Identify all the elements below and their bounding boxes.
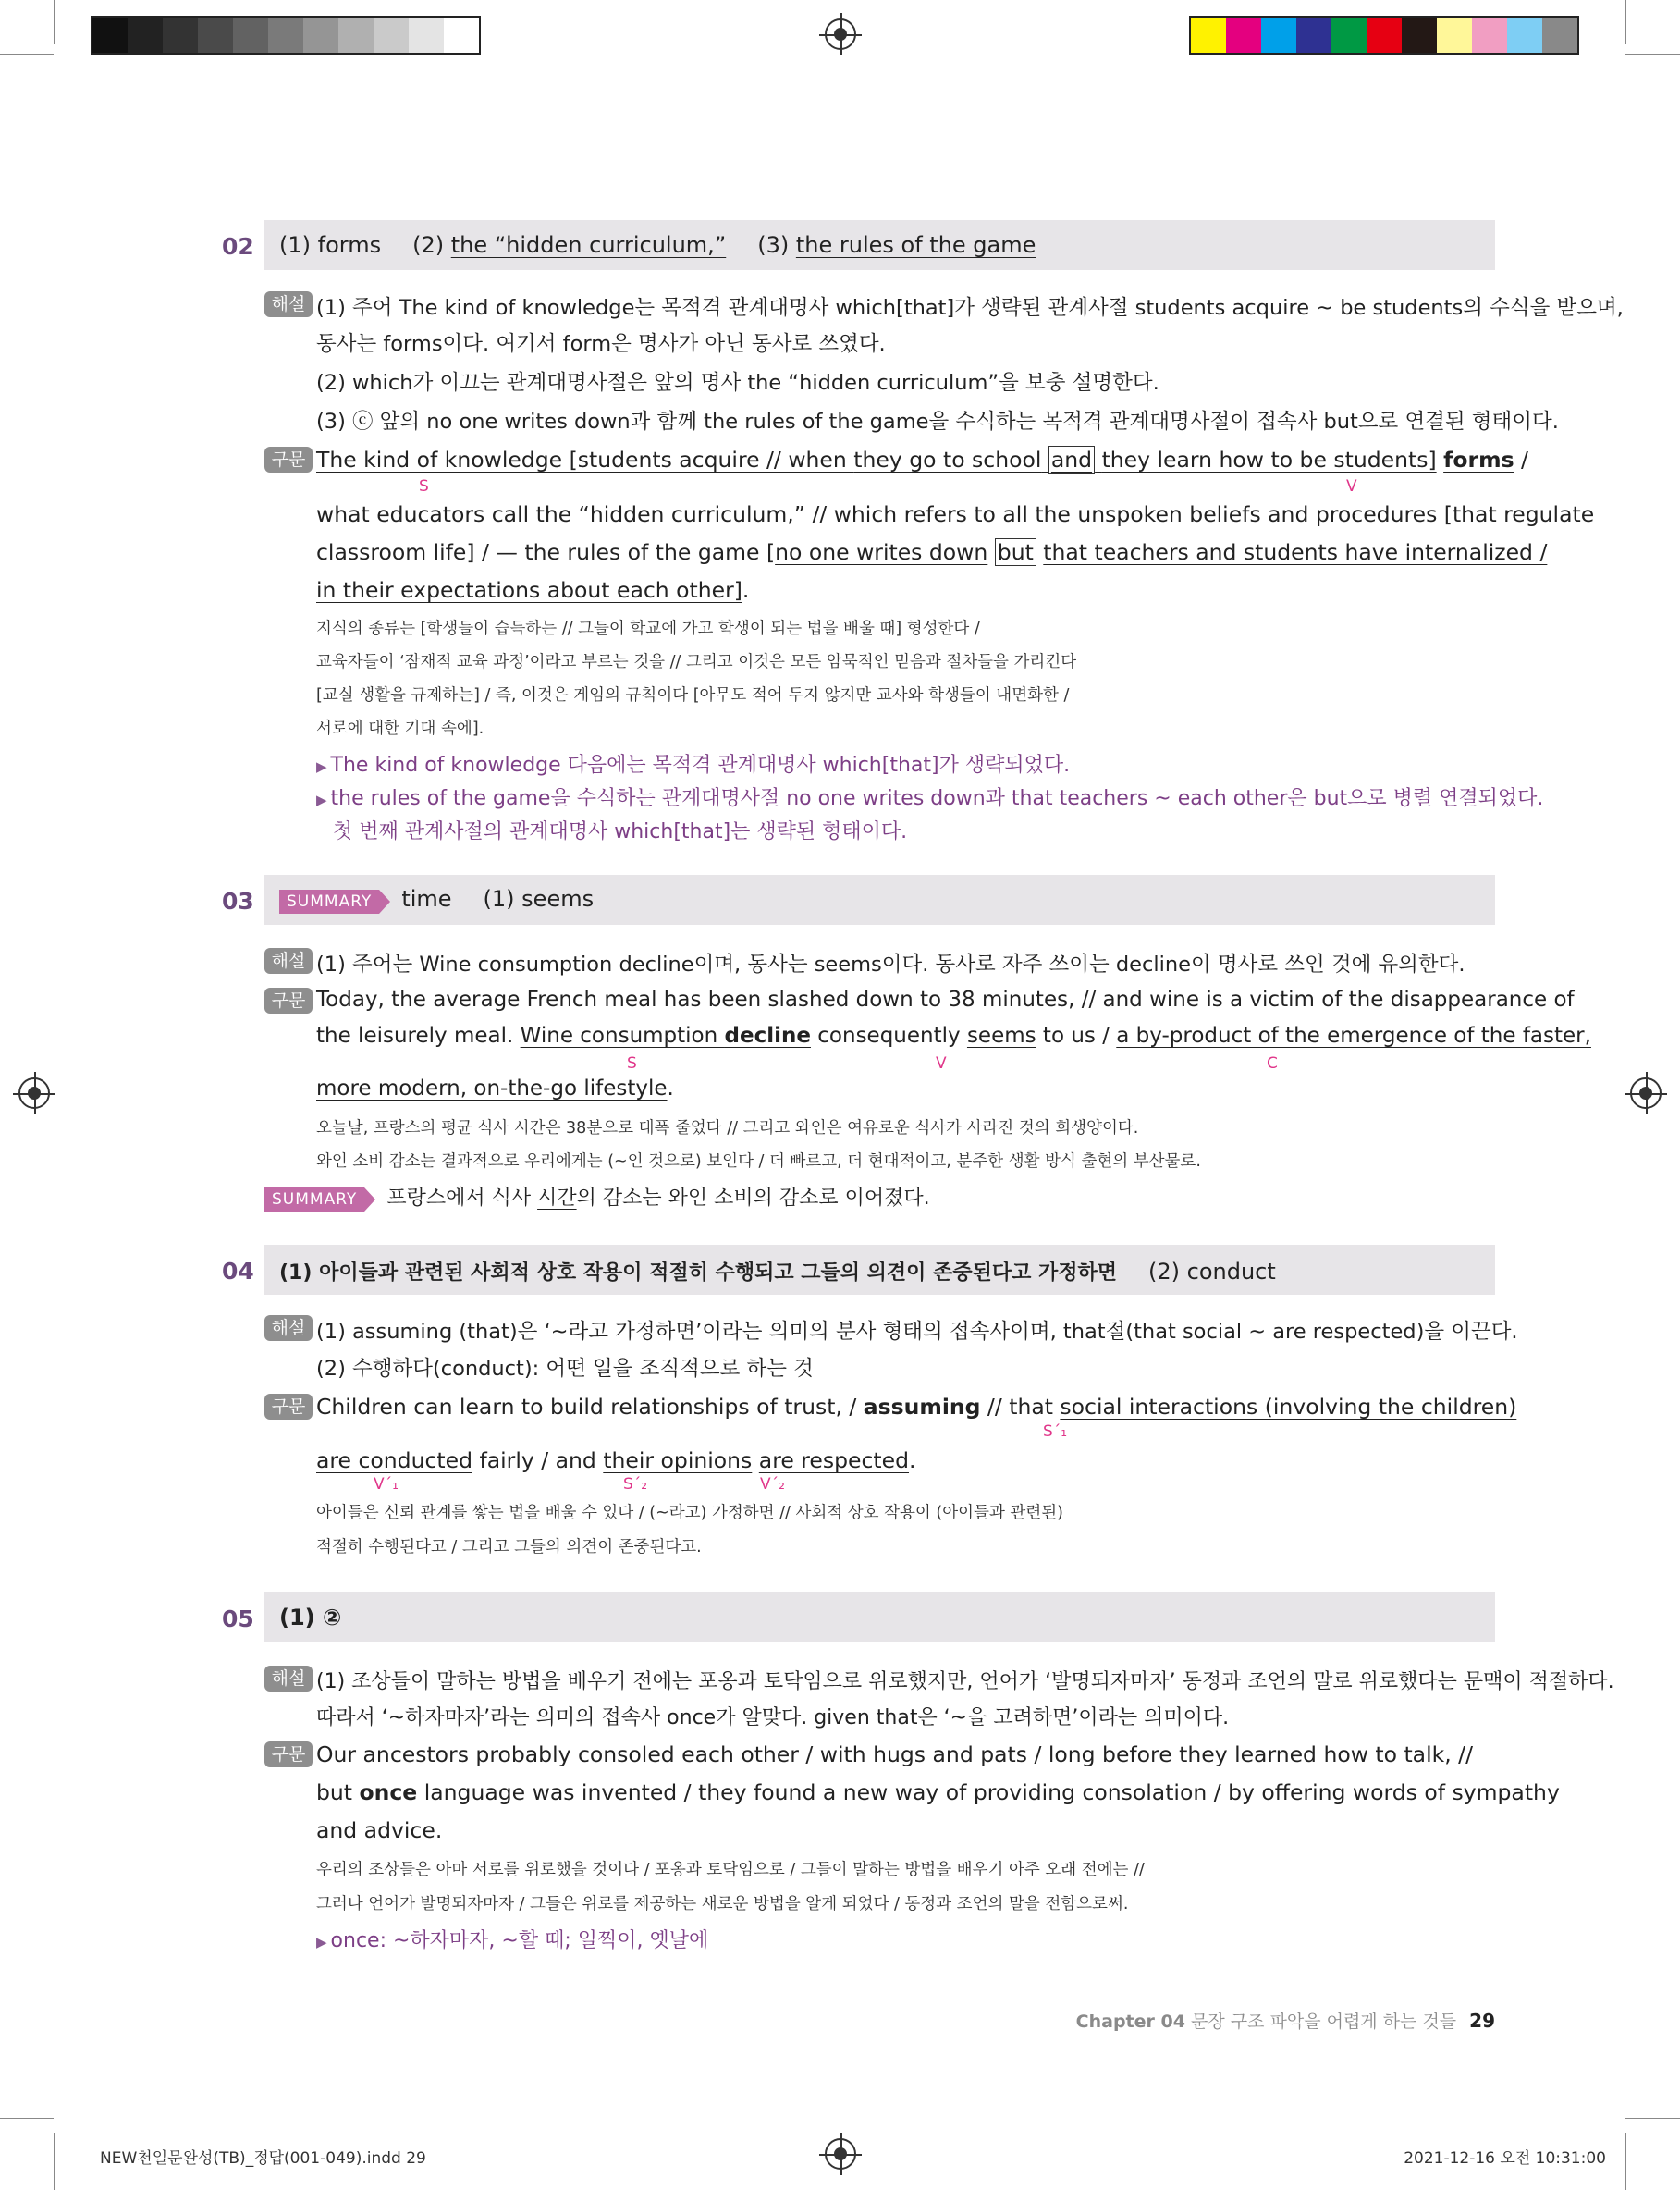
triangle-icon: ▶ [316, 1934, 327, 1950]
explanation-line: 따라서 ‘~하자마자’라는 의미의 접속사 once가 알맞다. given that은 ‘~을 고려하면’이라는 의미이다. [316, 1706, 1230, 1729]
gray-swatch [374, 18, 409, 53]
chapter-number: Chapter 04 [1075, 2012, 1185, 2032]
summary-row: SUMMARY 프랑스에서 식사 시간의 감소는 와인 소비의 감소로 이어졌다. [264, 1182, 930, 1212]
gray-swatch [444, 18, 479, 53]
chapter-footer [1076, 2008, 1495, 2033]
translation-line: 적절히 수행된다고 / 그리고 그들의 의견이 존중된다고. [316, 1538, 702, 1556]
process-color-bar [1189, 16, 1579, 55]
explanation-line: (1) 주어는 Wine consumption decline이며, 동사는 seems이다. 동사로 자주 쓰이는 decline이 명사로 쓰인 것에 유의한다. [316, 953, 1465, 977]
registration-mark-icon [1630, 1077, 1662, 1109]
answer-1: (1) ② [279, 1605, 342, 1630]
registration-mark-icon [825, 2138, 856, 2170]
explanation-tag: 해설 [264, 291, 313, 317]
answer-2: the “hidden curriculum,” [450, 232, 727, 258]
answer-2: (2) conduct [1148, 1259, 1276, 1285]
verb-label: V [936, 1054, 947, 1073]
gray-swatch [409, 18, 444, 53]
crop-mark [54, 0, 55, 44]
answer-3: the rules of the game [795, 232, 1036, 258]
subject-label: S´₂ [623, 1475, 648, 1494]
structure-line: Our ancestors probably consoled each other / with hugs and pats / long before they learned how to talk, // [316, 1741, 1473, 1767]
answer-text [279, 886, 594, 914]
structure-tag: 구문 [264, 447, 313, 473]
grammar-note: ▶ once: ~하자마자, ~할 때; 일찍이, 옛날에 [316, 1929, 709, 1952]
color-swatch [1296, 18, 1331, 53]
answer-2-prefix: (2) [412, 232, 451, 258]
crop-mark [1625, 0, 1626, 44]
crop-mark [0, 54, 54, 55]
answer-text [279, 232, 1036, 258]
color-swatch [1437, 18, 1472, 53]
crop-mark [1625, 54, 1680, 55]
triangle-icon: ▶ [316, 758, 327, 775]
structure-line: but once language was invented / they found a new way of providing consolation / by offering words of sympathy [316, 1779, 1560, 1805]
explanation-line: (2) 수행하다(conduct): 어떤 일을 조직적으로 하는 것 [316, 1357, 814, 1381]
translation-line: 오늘날, 프랑스의 평균 식사 시간은 38분으로 대폭 줄었다 // 그리고 와인은 여유로운 식사가 사라진 것의 희생양이다. [316, 1119, 1139, 1138]
translation-line: 지식의 종류는 [학생들이 습득하는 // 그들이 학교에 가고 학생이 되는 법을 배울 때] 형성한다 / [316, 620, 980, 638]
gray-swatch [163, 18, 198, 53]
answer-1: (1) forms [279, 232, 382, 258]
explanation-line: (1) 조상들이 말하는 방법을 배우기 전에는 포옹과 토닥임으로 위로했지만, 언어가 ‘발명되자마자’ 동정과 조언의 말로 위로했다는 문맥이 적절하다. [316, 1670, 1614, 1693]
verb-label: V [1346, 477, 1357, 496]
structure-line: what educators call the “hidden curriculum,” // which refers to all the unspoken beliefs and procedures [that regulate [316, 501, 1595, 527]
grammar-note: ▶ The kind of knowledge 다음에는 목적격 관계대명사 which[that]가 생략되었다. [316, 754, 1071, 777]
answer-1: time [401, 886, 452, 912]
color-swatch [1367, 18, 1402, 53]
explanation-tag: 해설 [264, 1666, 313, 1692]
translation-line: 우리의 조상들은 아마 서로를 위로했을 것이다 / 포옹과 토닥임으로 / 그들이 말하는 방법을 배우기 아주 오래 전에는 // [316, 1861, 1145, 1879]
gray-swatch [268, 18, 303, 53]
answer-text [279, 1605, 341, 1630]
triangle-icon: ▶ [316, 792, 327, 808]
explanation-line: (1) assuming (that)은 ‘~라고 가정하면’이라는 의미의 분사 형태의 접속사이며, that절(that social ~ are respected)을 이끈다. [316, 1320, 1518, 1344]
grammar-note: ▶ the rules of the game을 수식하는 관계대명사절 no one writes down과 that teachers ~ each other은 but으로 병렬 연결되었다. [316, 787, 1544, 810]
color-swatch [1261, 18, 1296, 53]
explanation-tag: 해설 [264, 1315, 313, 1341]
subject-phrase: The kind of knowledge [students acquire // when they go to school and they learn how to be students] [316, 447, 1437, 473]
answer-text [279, 1257, 1276, 1286]
crop-mark [0, 2118, 54, 2119]
structure-line: the leisurely meal. Wine consumption decline consequently seems to us / a by-product of the emergence of the faster, [316, 1024, 1591, 1048]
color-swatch [1331, 18, 1367, 53]
answer-1: (1) 아이들과 관련된 사회적 상호 작용이 적절히 수행되고 그들의 의견이 존중된다고 가정하면 [279, 1261, 1117, 1285]
verb-label: V´₁ [374, 1475, 399, 1494]
gray-swatch [338, 18, 374, 53]
question-number: 03 [222, 888, 254, 915]
grayscale-color-bar [91, 16, 481, 55]
chapter-title: 문장 구조 파악을 어렵게 하는 것들 [1184, 2012, 1457, 2032]
translation-line: 서로에 대한 기대 속에]. [316, 720, 484, 738]
structure-tag: 구문 [264, 1394, 313, 1420]
answer-3-prefix: (3) [757, 232, 796, 258]
color-swatch [1226, 18, 1261, 53]
color-swatch [1402, 18, 1437, 53]
question-number: 04 [222, 1258, 254, 1285]
grammar-note: 첫 번째 관계사절의 관계대명사 which[that]는 생략된 형태이다. [333, 820, 908, 843]
verb-word: forms [1443, 447, 1514, 473]
question-number: 05 [222, 1606, 254, 1632]
structure-line: are conducted fairly / and their opinions are respected. [316, 1447, 916, 1473]
summary-tag: SUMMARY [279, 890, 379, 914]
color-swatch [1542, 18, 1577, 53]
structure-line: Today, the average French meal has been slashed down to 38 minutes, // and wine is a victim of the disappearance of [316, 988, 1575, 1012]
structure-line: in their expectations about each other]. [316, 577, 750, 603]
color-swatch [1507, 18, 1542, 53]
color-swatch [1472, 18, 1507, 53]
verb-label: V´₂ [760, 1475, 785, 1494]
structure-line: more modern, on-the-go lifestyle. [316, 1077, 674, 1101]
translation-line: [교실 생활을 규제하는] / 즉, 이것은 게임의 규칙이다 [아무도 적어 두지 않지만 교사와 학생들이 내면화한 / [316, 686, 1070, 705]
gray-swatch [92, 18, 128, 53]
answer-bar [264, 1592, 1495, 1642]
crop-mark [1625, 2133, 1626, 2190]
structure-line: classroom life] / — the rules of the game [no one writes down but that teachers and students have internalized / [316, 539, 1548, 565]
structure-line: and advice. [316, 1817, 443, 1843]
explanation-tag: 해설 [264, 948, 313, 974]
page-number: 29 [1469, 2010, 1495, 2032]
translation-line: 교육자들이 ‘잠재적 교육 과정’이라고 부르는 것을 // 그리고 이것은 모든 암묵적인 믿음과 절차들을 가리킨다 [316, 653, 1077, 671]
explanation-line: (2) which가 이끄는 관계대명사절은 앞의 명사 the “hidden curriculum”을 보충 설명한다. [316, 371, 1159, 395]
complement-label: C [1267, 1054, 1278, 1073]
gray-swatch [233, 18, 268, 53]
gray-swatch [198, 18, 233, 53]
subject-label: S´₁ [1043, 1422, 1068, 1441]
gray-swatch [303, 18, 338, 53]
translation-line: 와인 소비 감소는 결과적으로 우리에게는 (~인 것으로) 보인다 / 더 빠르고, 더 현대적이고, 분주한 생활 방식 출현의 부산물로. [316, 1152, 1201, 1171]
print-date: 2021-12-16 오전 10:31:00 [1404, 2149, 1606, 2168]
crop-mark [1625, 2118, 1680, 2119]
explanation-line: (1) 주어 The kind of knowledge는 목적격 관계대명사 which[that]가 생략된 관계사절 students acquire ~ be students의 수식을 받으며, [316, 296, 1624, 320]
explanation-line: (3) ⓒ 앞의 no one writes down과 함께 the rules of the game을 수식하는 목적격 관계대명사절이 접속사 but으로 연결된 형태이다. [316, 410, 1559, 434]
subject-label: S [419, 477, 429, 496]
explanation-line: 동사는 forms이다. 여기서 form은 명사가 아닌 동사로 쓰였다. [316, 332, 886, 356]
summary-tag: SUMMARY [264, 1187, 364, 1212]
registration-mark-icon [18, 1077, 50, 1109]
translation-line: 그러나 언어가 발명되자마자 / 그들은 위로를 제공하는 새로운 방법을 알게 되었다 / 동정과 조언의 말을 전함으로써. [316, 1895, 1129, 1913]
structure-tag: 구문 [264, 1741, 313, 1767]
answer-2: (1) seems [483, 886, 595, 912]
registration-mark-icon [825, 18, 856, 50]
structure-line: The kind of knowledge [students acquire // when they go to school and they learn how to be students] forms / [316, 447, 1528, 473]
gray-swatch [128, 18, 163, 53]
color-swatch [1191, 18, 1226, 53]
question-number: 02 [222, 233, 254, 260]
print-file-name: NEW천일문완성(TB)_정답(001-049).indd 29 [100, 2149, 426, 2168]
subject-label: S [627, 1054, 637, 1073]
structure-tag: 구문 [264, 988, 313, 1014]
structure-line: Children can learn to build relationships of trust, / assuming // that social interactions (involving the children) [316, 1394, 1517, 1420]
translation-line: 아이들은 신뢰 관계를 쌓는 법을 배울 수 있다 / (~라고) 가정하면 // 사회적 상호 작용이 (아이들과 관련된) [316, 1504, 1063, 1522]
crop-mark [54, 2133, 55, 2190]
